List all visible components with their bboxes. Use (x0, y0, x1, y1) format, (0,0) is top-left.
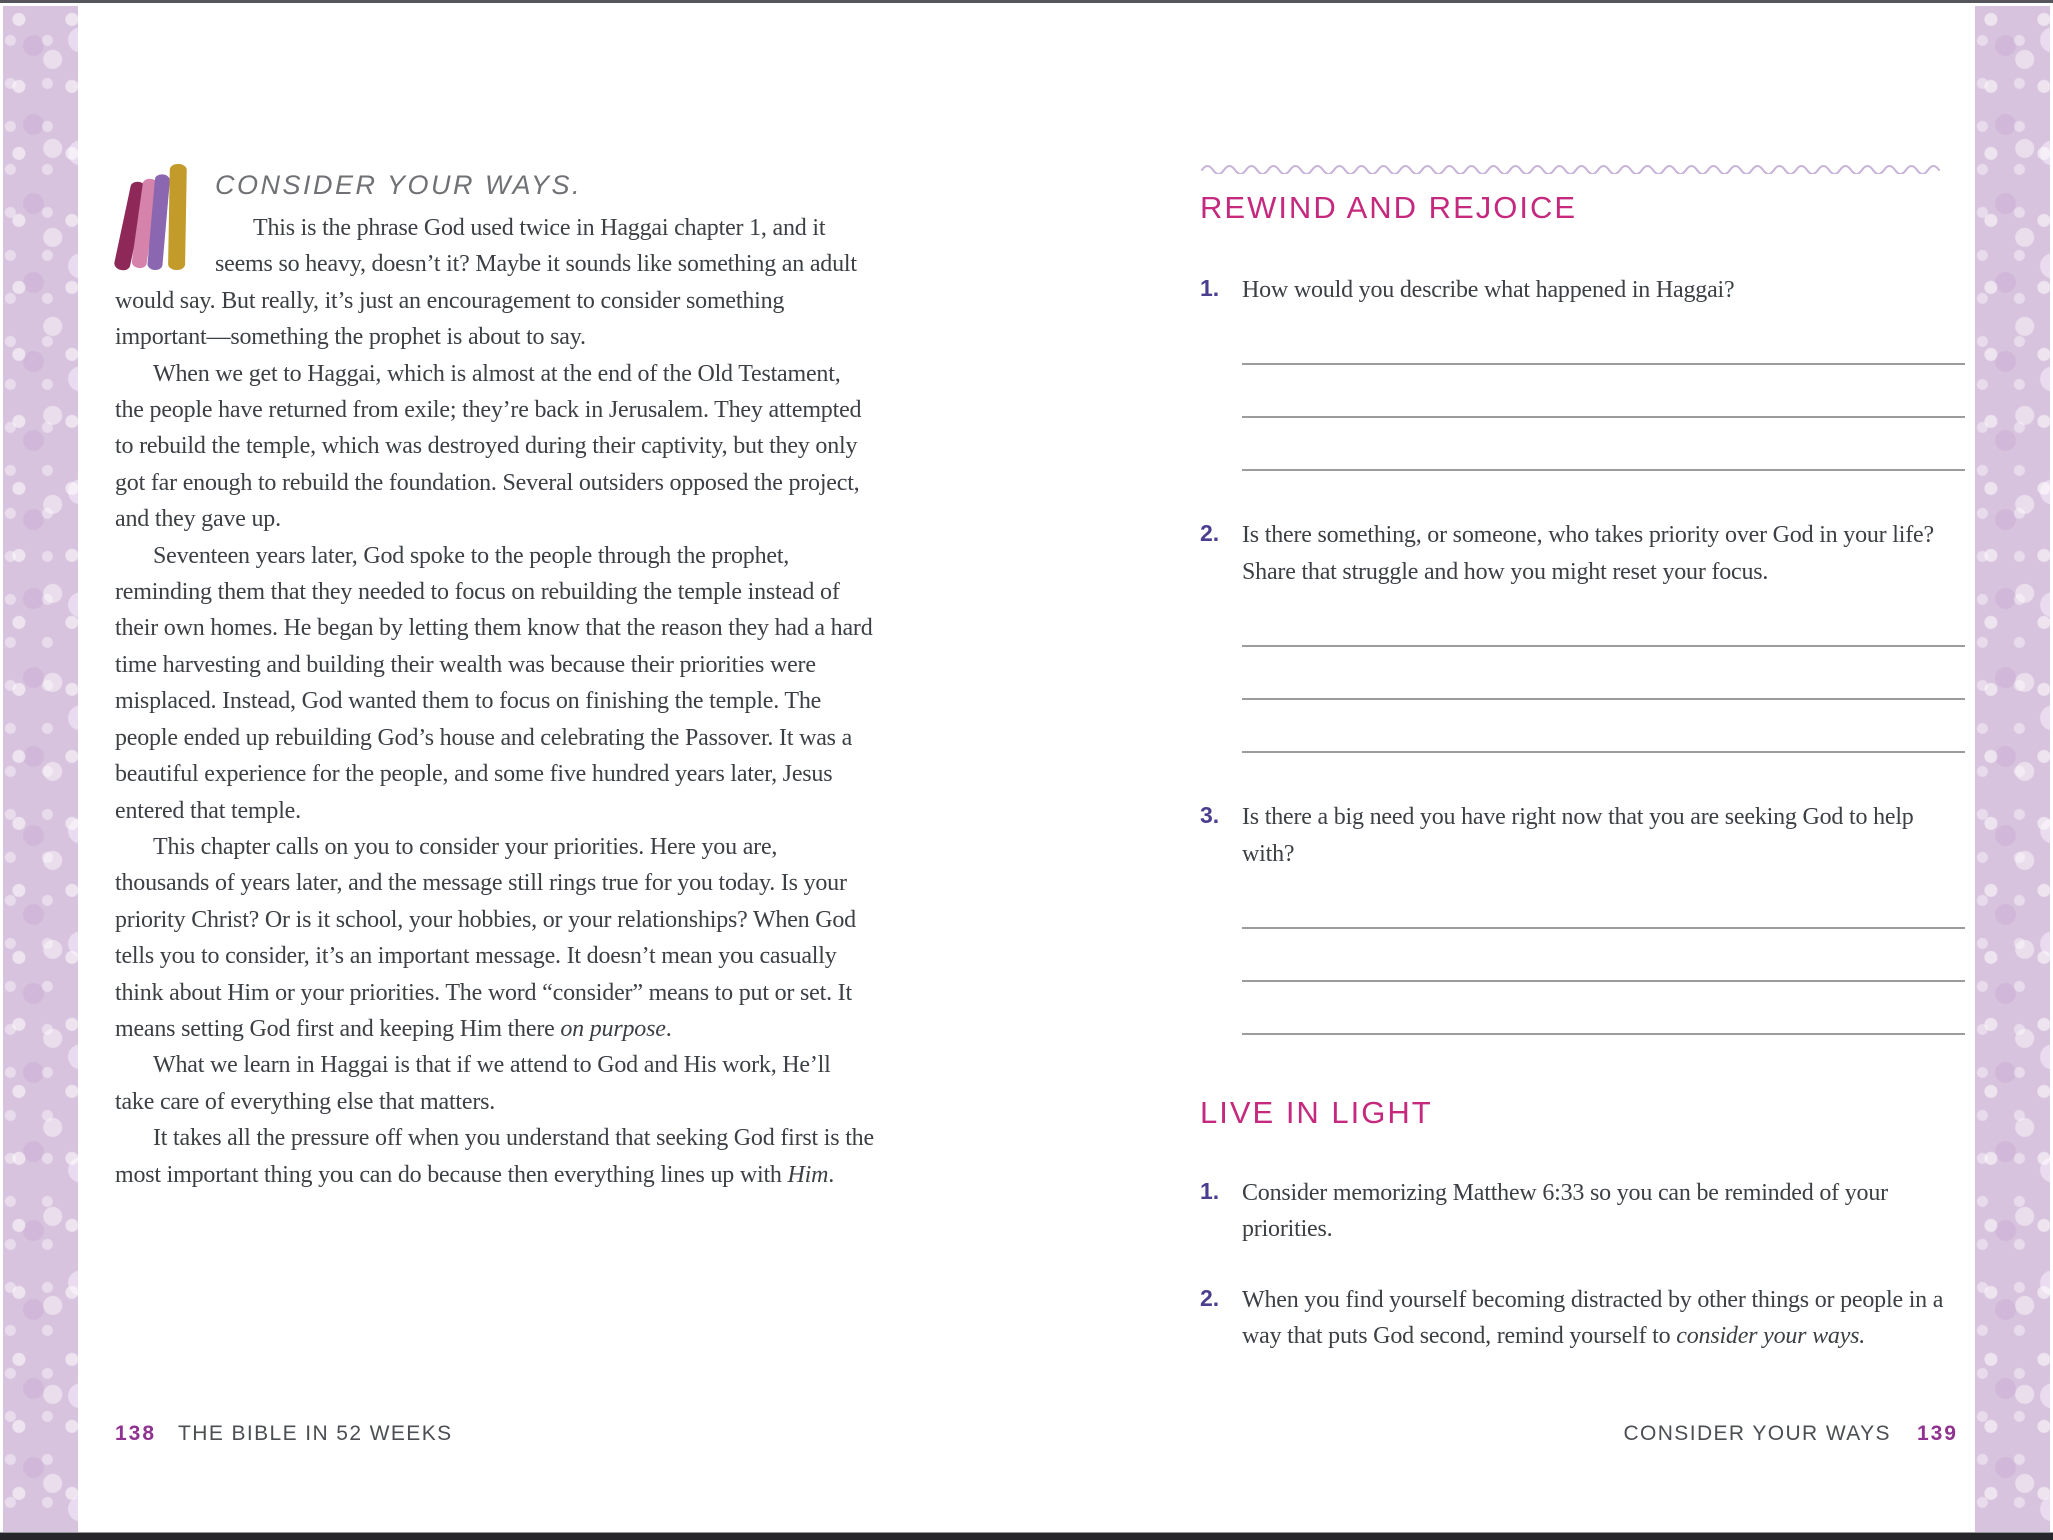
item-text (1242, 272, 1734, 308)
answer-line (1242, 418, 1965, 471)
answer-line (1242, 594, 1965, 647)
text-segment: How would you describe what happened in Haggai? (1242, 277, 1735, 303)
answer-line (1242, 876, 1965, 929)
answer-line (1242, 647, 1965, 700)
item-text (1242, 517, 1948, 590)
page-bottom-edge (0, 1532, 2053, 1540)
rewind-title: REWIND AND REJOICE (1200, 190, 1578, 225)
answer-line (1242, 312, 1965, 365)
question-item (1200, 799, 1965, 872)
question-item (1200, 272, 1965, 308)
text-segment: When you find yourself becoming distracted by other things or people in a way that puts God second, remind yourself to (1242, 1286, 1944, 1350)
item-number: 1. (1200, 1178, 1220, 1205)
body-paragraph (115, 1047, 875, 1120)
body-paragraph (115, 538, 875, 829)
live-items (1200, 1175, 1965, 1355)
answer-lines (1242, 594, 1965, 753)
answer-line (1242, 365, 1965, 418)
answer-line (1242, 982, 1965, 1035)
decorative-border-left (3, 6, 78, 1532)
book-spine-gold (168, 164, 187, 270)
text-segment: What we learn in Haggai is that if we attend to God and His work, He’ll take care of everything else that matters. (115, 1052, 831, 1115)
item-number: 1. (1200, 275, 1220, 301)
footer-right (1623, 1422, 1958, 1446)
decorative-border-right (1975, 6, 2050, 1532)
body-paragraph (115, 829, 875, 1047)
live-title: LIVE IN LIGHT (1200, 1095, 1433, 1131)
page-number-right: 139 (1916, 1422, 1958, 1445)
item-text (1242, 1282, 1948, 1355)
text-segment: When we get to Haggai, which is almost at the end of the Old Testament, the people have returned from exile; they’re back in Jerusalem. They attempted to rebuild the temple, which was destroyed during their captivity, but they only got far enough to rebuild the foundation. Several outsiders opposed the project, and they gave up. (115, 360, 862, 533)
text-segment: Is there a big need you have right now that you are seeking God to help with? (1242, 804, 1914, 867)
page-top-edge (0, 0, 2053, 3)
chapter-running-head: CONSIDER YOUR WAYS (1623, 1422, 1891, 1445)
application-item (1200, 1175, 1965, 1248)
italic-text: consider your ways. (1676, 1323, 1866, 1350)
text-segment: Seventeen years later, God spoke to the people through the prophet, reminding them that they needed to focus on rebuilding the temple instead of their own homes. He began by letting them know that the reason they had a hard time harvesting and building their wealth was because their priorities were misplaced. Instead, God wanted them to focus on finishing the temple. The people ended up rebuilding God’s house and celebrating the Passover. It was a beautiful experience for the people, and some five hundred years later, Jesus entered that temple. (115, 542, 873, 824)
body-paragraph (115, 1120, 875, 1193)
body-paragraph (115, 356, 875, 538)
page-number-left: 138 (115, 1422, 157, 1445)
book-title-running-head: THE BIBLE IN 52 WEEKS (178, 1422, 453, 1445)
answer-line (1242, 929, 1965, 982)
text-segment: . (828, 1161, 835, 1188)
text-segment: Consider memorizing Matthew 6:33 so you can be reminded of your priorities. (1242, 1180, 1888, 1243)
footer-left (115, 1422, 453, 1446)
right-page (1200, 160, 1965, 1355)
text-segment: This is the phrase God used twice in Haggai chapter 1, and it seems so heavy, doesn’t it? Maybe it sounds like something an adult would say. But really, it’s just an encouragement to consider something important—something the prophet is about to say. (115, 215, 857, 351)
item-text (1242, 799, 1948, 872)
opening-paragraph (115, 210, 875, 356)
text-segment: Is there something, or someone, who takes priority over God in your life? Share that struggle and how you might reset your focus. (1242, 522, 1934, 585)
item-number: 2. (1200, 520, 1220, 547)
text-segment: This chapter calls on you to consider your priorities. Here you are, thousands of years later, and the message still rings true for you today. Is your priority Christ? Or is it school, your hobbies, or your relationships? When God tells you to consider, it’s an important message. It doesn’t mean you casually think about Him or your priorities. The word “consider” means to put or set. It means setting God first and keeping Him there (115, 833, 856, 1042)
books-icon (113, 164, 201, 272)
application-item (1200, 1282, 1965, 1355)
left-page (115, 162, 875, 1193)
text-segment: . (665, 1015, 672, 1042)
question-item (1200, 517, 1965, 590)
item-text (1242, 1175, 1948, 1248)
rewind-questions (1200, 272, 1965, 1035)
answer-line (1242, 700, 1965, 753)
italic-text: Him (787, 1161, 829, 1188)
item-number: 3. (1200, 802, 1220, 829)
answer-lines (1242, 876, 1965, 1035)
left-paragraphs (115, 356, 875, 1193)
answer-lines (1242, 312, 1965, 471)
text-segment: It takes all the pressure off when you understand that seeking God first is the most important thing you can do because then everything lines up with (115, 1125, 874, 1188)
chapter-heading: CONSIDER YOUR WAYS. (215, 170, 583, 200)
item-number: 2. (1200, 1284, 1220, 1311)
wavy-divider (1200, 160, 1948, 174)
italic-text: on purpose (560, 1015, 666, 1042)
